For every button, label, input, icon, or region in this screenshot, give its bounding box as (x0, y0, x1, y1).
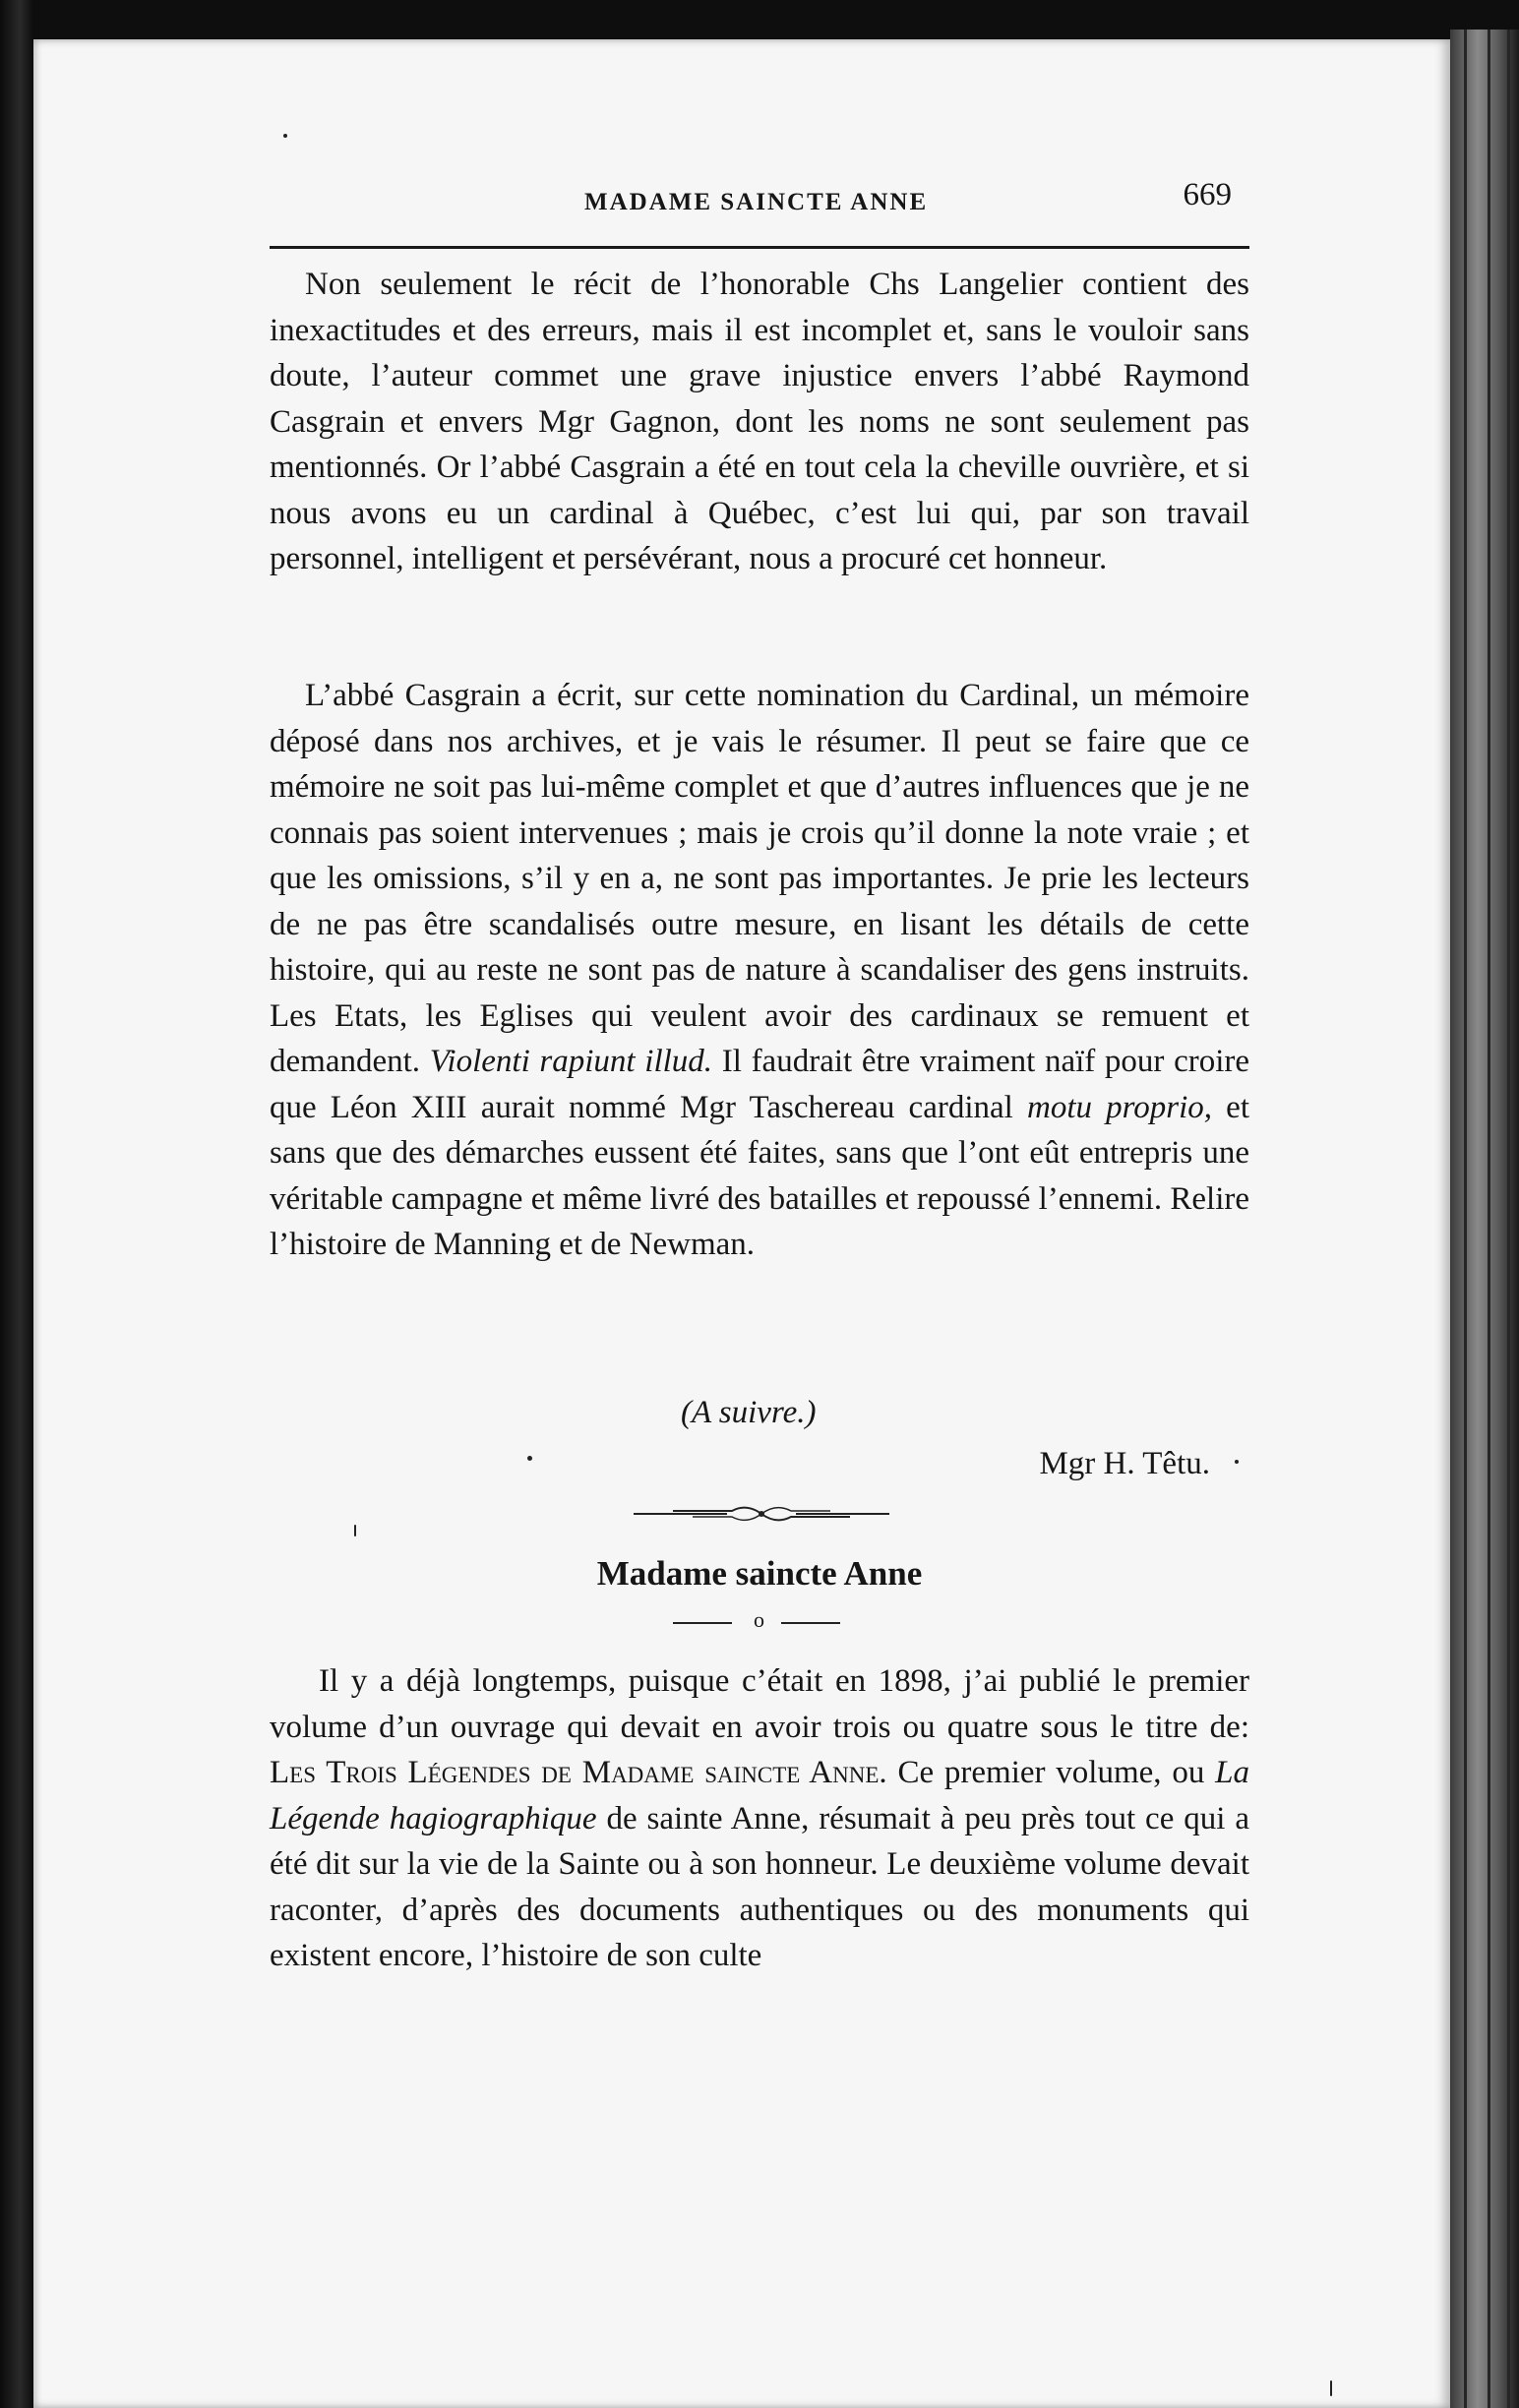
section-paragraph (270, 1658, 1249, 1979)
facing-page-edge (0, 0, 33, 2408)
book-page (33, 39, 1450, 2408)
paragraph-2-text: L’abbé Casgrain a écrit, sur cette nomination du Cardinal, un mémoire déposé dans nos archives, et je vais le résumer. Il peut se faire que ce mémoire ne soit pas lui-même complet et que d’autres influences que je ne connais pas soient intervenues ; mais je crois qu’il donne la note vraie ; et que les omissions, s’il y en a, ne sont pas importantes. Je prie les lecteurs de ne pas être scandalisés outre mesure, en lisant les détails de cette histoire, qui au reste ne sont pas de nature à scandaliser des gens instruits. Les Etats, les Eglises qui veulent avoir des cardinaux se remuent et demandent. (270, 678, 1249, 1079)
mark-line-left (673, 1622, 732, 1624)
latin-phrase: motu proprio, (1026, 1089, 1213, 1125)
running-head (270, 177, 1249, 224)
section-title: Madame saincte Anne (596, 1554, 923, 1593)
article-signoff (270, 1395, 1249, 1493)
spine-line (1488, 30, 1490, 2408)
section-text-end: de sainte Anne, résumait à peu près tout ce qui a été dit sur la vie de la Sainte ou à son honneur. Le deuxième volume devait raconter, d’après des documents authentiques ou des monuments qui existent encore, l’histoire de son culte (270, 1800, 1249, 1973)
page-number: 669 (1183, 177, 1232, 212)
mark-circle: o (754, 1607, 764, 1632)
to-be-continued: (A suivre.) (681, 1395, 817, 1430)
latin-quote: Violenti rapiunt illud. (429, 1044, 713, 1079)
book-spine (1450, 30, 1519, 2408)
scan-speck (1235, 1460, 1239, 1464)
paragraph-2 (270, 673, 1249, 1268)
scan-speck (527, 1456, 532, 1461)
scan-speck (1330, 2380, 1332, 2396)
mark-line-right (781, 1622, 840, 1624)
scan-top-border (33, 0, 1519, 41)
ornament-divider (634, 1499, 889, 1529)
author-signature: Mgr H. Têtu. (1039, 1446, 1210, 1481)
paragraph-2-text-continued: Il faudrait être vraiment naïf pour croire que Léon XIII aurait nommé Mgr Taschereau cardinal (270, 1044, 1250, 1125)
paragraph-2-text-end: et sans que des démarches eussent été faites, sans que l’ont eût entrepris une véritable campagne et même livré des batailles et repoussé l’ennemi. Relire l’histoire de Manning et de Newman. (270, 1089, 1250, 1262)
paragraph-1: Non seulement le récit de l’honorable Chs Langelier contient des inexactitudes et des erreurs, mais il est incomplet et, sans le vouloir sans doute, l’auteur commet une grave injustice envers l’abbé Raymond Casgrain et envers Mgr Gagnon, dont les noms ne sont seulement pas mentionnés. Or l’abbé Casgrain a été en tout cela la cheville ouvrière, et si nous avons eu un cardinal à Québec, c’est lui qui, par son travail personnel, intelligent et persévérant, nous a procuré cet honneur. (270, 267, 1249, 576)
header-rule (270, 246, 1249, 249)
section-mark (673, 1607, 850, 1637)
italic-title: La Légende hagiographique (270, 1755, 1249, 1836)
book-title: Les Trois Légendes de Madame saincte Anne. (270, 1755, 887, 1790)
running-title: MADAME SAINCTE ANNE (584, 189, 929, 215)
scan-speck (354, 1525, 356, 1536)
scan-speck (283, 134, 287, 138)
spine-line (1464, 30, 1467, 2408)
section-text-mid: Ce premier volume, ou (897, 1755, 1205, 1790)
spine-line (1507, 30, 1510, 2408)
section-text-start: Il y a déjà longtemps, puisque c’était en 1898, j’ai publié le premier volume d’un ouvrage qui devait en avoir trois ou quatre sous le titre de: (270, 1663, 1249, 1745)
